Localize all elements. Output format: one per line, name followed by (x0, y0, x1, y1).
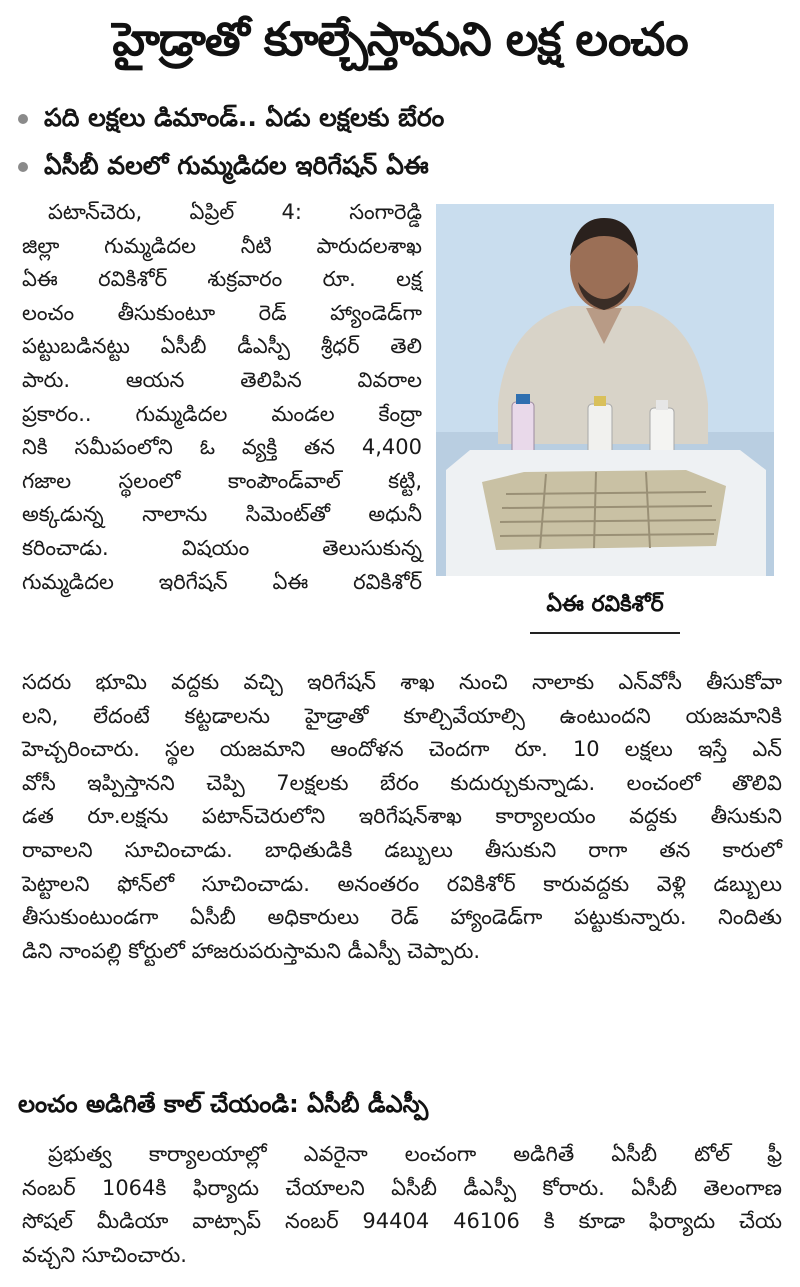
paragraph-line: ఏఈ రవికిశోర్ శుక్రవారం రూ. లక్ష (22, 267, 422, 292)
bullet-text: ఏసీబీ వలలో గుమ్మడిదల ఇరిగేషన్ ఏఈ (44, 151, 429, 180)
paragraph-line: కరించాడు. విషయం తెలుసుకున్న (22, 535, 422, 560)
article-body-wide (22, 666, 782, 968)
paragraph-line: డత రూ.లక్షను పటాన్‌చెరులోని ఇరిగేషన్‌శాఖ కార్యాలయం వద్దకు తీసుకుని (22, 804, 782, 829)
bullet-point-1 (18, 100, 444, 136)
paragraph-line: పటాన్‌చెరు, ఏప్రిల్ 4: సంగారెడ్డి (48, 200, 422, 224)
paragraph-line: లంచం తీసుకుంటూ రెడ్ హ్యాండెడ్‌గా (22, 300, 422, 325)
paragraph-line: ప్రకారం.. గుమ్మడిదల మండల కేంద్రా (22, 401, 422, 426)
paragraph-line: వచ్చని సూచించారు. (22, 1242, 187, 1267)
paragraph-line: జిల్లా గుమ్మడిదల నీటి పారుదలశాఖ (22, 233, 422, 258)
paragraph-line: ప్రభుత్వ కార్యాలయాల్లో ఎవరైనా లంచంగా అడిగితే ఏసీబీ టోల్ ఫ్రీ (48, 1142, 782, 1166)
accused-photo (436, 204, 774, 576)
paragraph-line: వోసీ ఇప్పిస్తానని చెప్పి 7లక్షలకు బేరం కుదుర్చుకున్నాడు. లంచంలో తొలివి (22, 770, 782, 795)
photo-caption: ఏఈ రవికిశోర్ (546, 592, 664, 617)
paragraph-line: తీసుకుంటుండగా ఏసీబీ అధికారులు రెడ్ హ్యాండెడ్‌గా పట్టుకున్నారు. నిందితు (22, 905, 782, 930)
paragraph-line: నికి సమీపంలోని ఓ వ్యక్తి తన 4,400 (22, 435, 422, 460)
paragraph-line: గజాల స్థలంలో కాంపౌండ్‌వాల్ కట్టి, (22, 468, 422, 493)
bullet-dot-icon (18, 162, 28, 172)
paragraph-line: పట్టుబడినట్టు ఏసీబీ డీఎస్పీ శ్రీధర్ తెలి (22, 334, 422, 359)
paragraph-line: హెచ్చరించారు. స్థల యజమాని ఆందోళన చెందగా రూ. 10 లక్షలు ఇస్తే ఎన్ (22, 737, 782, 762)
caption-underline (530, 632, 680, 634)
bullet-point-2 (18, 148, 429, 184)
article-column-first-line (22, 196, 422, 230)
accused-photo-illustration (436, 204, 774, 576)
headline: హైడ్రాతో కూల్చేస్తామని లక్ష లంచం (112, 12, 688, 66)
paragraph-line: లని, లేదంటే కట్టడాలను హైడ్రాతో కూల్చివేయాల్సి ఉంటుందని యజమానికి (22, 703, 782, 728)
sub-article-first-line (22, 1138, 782, 1172)
cash-bundles (482, 470, 726, 550)
paragraph-line: సోషల్ మీడియా వాట్సాప్ నంబర్ 94404 46106 కి కూడా ఫిర్యాదు చేయ (22, 1209, 782, 1234)
paragraph-line: డిని నాంపల్లి కోర్టులో హాజరుపరుస్తామని డీఎస్పీ చెప్పారు. (22, 938, 481, 963)
bottle-cap-left (516, 394, 530, 404)
bottle-cap-center (594, 396, 606, 406)
paragraph-line: నంబర్ 1064కి ఫిర్యాదు చేయాలని ఏసీబీ డీఎస్పీ కోరారు. ఏసీబీ తెలంగాణ (22, 1175, 782, 1200)
bullet-dot-icon (18, 114, 28, 124)
paragraph-line: అక్కడున్న నాలాను సిమెంట్‌తో అధునీ (22, 502, 422, 527)
bottle-cap-right (656, 400, 668, 410)
paragraph-line: గుమ్మడిదల ఇరిగేషన్ ఏఈ రవికిశోర్ (22, 569, 422, 594)
paragraph-line: పెట్టాలని ఫోన్‌లో సూచించాడు. అనంతరం రవికిశోర్ కారువద్దకు వెళ్లి డబ్బులు (22, 871, 782, 896)
sub-article-body (22, 1172, 782, 1273)
article-column (22, 230, 422, 600)
paragraph-line: పారు. ఆయన తెలిపిన వివరాల (22, 367, 422, 392)
paragraph-line: రావాలని సూచించాడు. బాధితుడికి డబ్బులు తీసుకుని రాగా తన కారులో (22, 837, 782, 862)
subheading: లంచం అడిగితే కాల్ చేయండి: ఏసీబీ డీఎస్పీ (18, 1090, 429, 1118)
bullet-text: పది లక్షలు డిమాండ్.. ఏడు లక్షలకు బేరం (44, 103, 445, 132)
paragraph-line: సదరు భూమి వద్దకు వచ్చి ఇరిగేషన్ శాఖ నుంచి నాలాకు ఎన్‌వోసీ తీసుకోవా (22, 670, 782, 694)
